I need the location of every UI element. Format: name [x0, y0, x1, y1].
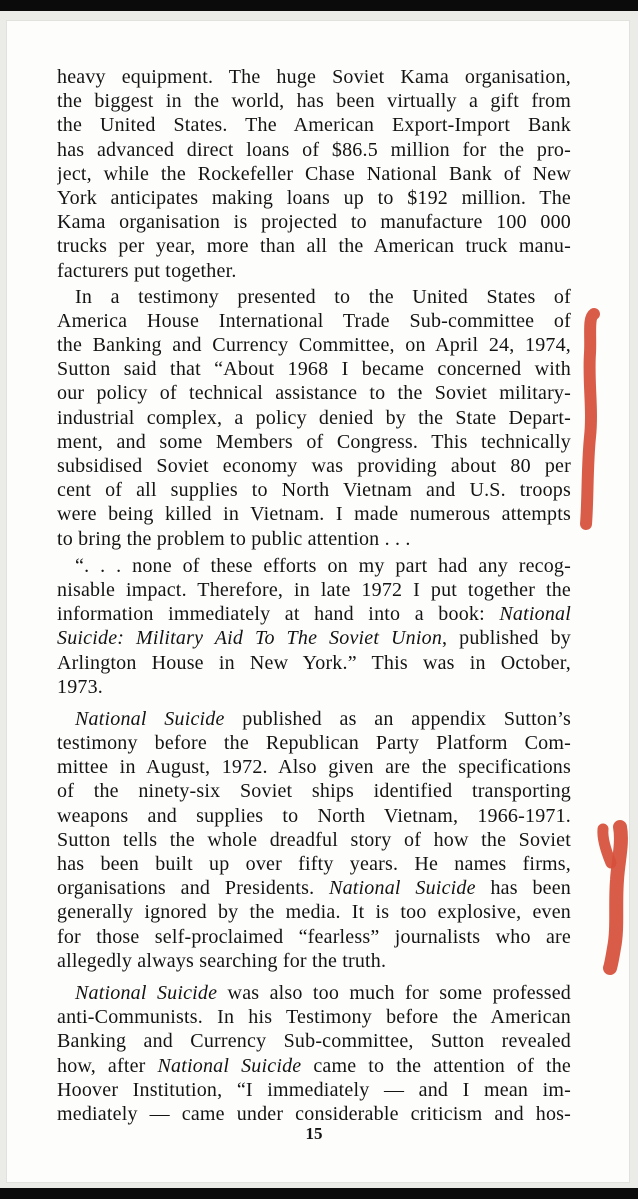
text-line — [57, 804, 571, 828]
text-line — [57, 113, 571, 137]
text-line — [57, 89, 571, 113]
text-segment: York anticipates making loans up to $192 million. The — [57, 186, 571, 209]
text-segment: trucks per year, more than all the American truck manu- — [57, 235, 571, 258]
text-line — [57, 259, 571, 283]
text-line — [57, 1005, 571, 1029]
text-segment: anti-Communists. In his Testimony before the American — [57, 1006, 571, 1029]
text-line — [57, 779, 571, 803]
text-line — [57, 554, 571, 578]
text-line — [57, 430, 571, 454]
text-segment: the United States. The American Export-Import Bank — [57, 114, 571, 137]
text-line — [57, 478, 571, 502]
text-segment: mediately — came under considerable criticism and hos- — [57, 1102, 571, 1125]
text-line — [57, 357, 571, 381]
text-segment: America House International Trade Sub-committee of — [57, 309, 571, 332]
text-segment: subsidised Soviet economy was providing about 80 per — [57, 455, 571, 477]
text-line — [57, 626, 571, 650]
text-line — [57, 731, 571, 755]
text-segment: generally ignored by the media. It is too explosive, even — [57, 901, 571, 924]
page-text — [57, 65, 571, 1126]
text-segment: our policy of technical assistance to the Soviet military- — [57, 382, 571, 405]
italic-text-segment: National — [499, 603, 571, 626]
text-segment: information immediately at hand into a book: — [57, 603, 500, 626]
text-segment: 1973. — [57, 675, 103, 698]
text-segment: Hoover Institution, “I immediately — and I mean im- — [57, 1078, 571, 1101]
paragraph-1 — [57, 65, 571, 283]
text-line — [57, 210, 571, 234]
text-segment: ject, while the Rockefeller Chase National Bank of New — [57, 162, 571, 185]
text-segment: Kama organisation is projected to manufacture 100 000 — [57, 211, 571, 234]
italic-text-segment: National Suicide — [75, 707, 225, 730]
text-segment: were being killed in Vietnam. I made numerous attempts — [57, 503, 571, 526]
text-line — [57, 651, 571, 675]
text-line — [57, 755, 571, 779]
text-segment: testimony before the Republican Party Platform Com- — [57, 732, 571, 755]
text-segment: the Banking and Currency Committee, on April 24, 1974, — [57, 334, 571, 357]
text-line — [57, 65, 571, 89]
text-segment: Sutton said that “About 1968 I became concerned with — [57, 358, 571, 381]
italic-text-segment: National Suicide — [75, 981, 218, 1004]
text-line — [57, 381, 571, 405]
text-line — [57, 502, 571, 526]
italic-text-segment: National Suicide — [329, 877, 476, 900]
letterbox-bottom — [0, 1188, 638, 1199]
text-segment: for those self-proclaimed “fearless” journalists who are — [57, 925, 571, 948]
text-segment: facturers put together. — [57, 259, 237, 282]
text-segment: industrial complex, a policy denied by the State Depart- — [57, 406, 571, 429]
paragraph-3 — [57, 554, 571, 699]
text-line — [57, 333, 571, 357]
text-line — [57, 1102, 571, 1126]
paragraph-2 — [57, 285, 571, 551]
text-segment: the biggest in the world, has been virtually a gift from — [57, 90, 571, 113]
text-segment: to bring the problem to public attention . . . — [57, 527, 411, 550]
text-line — [57, 876, 571, 900]
text-segment: came to the attention of the — [301, 1054, 571, 1077]
text-line — [57, 285, 571, 309]
text-line — [57, 1078, 571, 1102]
text-line — [57, 925, 571, 949]
text-line — [57, 852, 571, 876]
text-line — [57, 900, 571, 924]
text-segment: Banking and Currency Sub-committee, Sutton revealed — [57, 1030, 571, 1053]
text-segment: has advanced direct loans of $86.5 million for the pro- — [57, 138, 571, 161]
text-line — [57, 675, 571, 699]
text-line — [57, 309, 571, 333]
text-segment: , published by — [442, 627, 571, 650]
text-line — [57, 707, 571, 731]
text-segment: In a testimony presented to the United States of — [75, 285, 571, 308]
paragraph-4 — [57, 707, 571, 973]
text-line — [57, 138, 571, 162]
text-segment: allegedly always searching for the truth. — [57, 949, 387, 972]
text-segment: “. . . none of these efforts on my part had any recog- — [75, 554, 571, 577]
text-segment: has been built up over fifty years. He names firms, — [57, 853, 571, 875]
italic-text-segment: Suicide: Military Aid To The Soviet Union — [57, 627, 443, 650]
text-line — [57, 578, 571, 602]
text-line — [57, 1054, 571, 1078]
text-line — [57, 828, 571, 852]
letterbox-top — [0, 0, 638, 11]
text-line — [57, 1029, 571, 1053]
text-segment: organisations and Presidents. — [57, 877, 330, 900]
text-segment: cent of all supplies to North Vietnam and U.S. troops — [57, 479, 571, 502]
paragraph-5 — [57, 981, 571, 1126]
text-segment: has been — [475, 877, 571, 900]
text-segment: ment, and some Members of Congress. This technically — [57, 430, 571, 453]
text-line — [57, 162, 571, 186]
text-segment: Arlington House in New York.” This was in October, — [57, 651, 571, 674]
text-segment: published as an appendix Sutton’s — [224, 707, 571, 730]
text-segment: nisable impact. Therefore, in late 1972 I put together the — [57, 578, 571, 601]
text-line — [57, 406, 571, 430]
text-segment: weapons and supplies to North Vietnam, 1966-1971. — [57, 804, 571, 827]
text-segment: heavy equipment. The huge Soviet Kama organisation, — [57, 66, 571, 88]
text-line — [57, 949, 571, 973]
text-segment: mittee in August, 1972. Also given are the specifications — [57, 756, 571, 779]
text-line — [57, 454, 571, 478]
text-segment: of the ninety-six Soviet ships identified transporting — [57, 780, 571, 803]
text-line — [57, 981, 571, 1005]
text-line — [57, 602, 571, 626]
book-page — [6, 20, 630, 1183]
text-line — [57, 234, 571, 258]
text-line — [57, 527, 571, 551]
text-segment: how, after — [57, 1054, 158, 1077]
text-segment: Sutton tells the whole dreadful story of how the Soviet — [57, 828, 571, 851]
text-line — [57, 186, 571, 210]
text-segment: was also too much for some professed — [217, 981, 571, 1004]
italic-text-segment: National Suicide — [157, 1054, 302, 1077]
page-number: 15 — [305, 1124, 323, 1143]
